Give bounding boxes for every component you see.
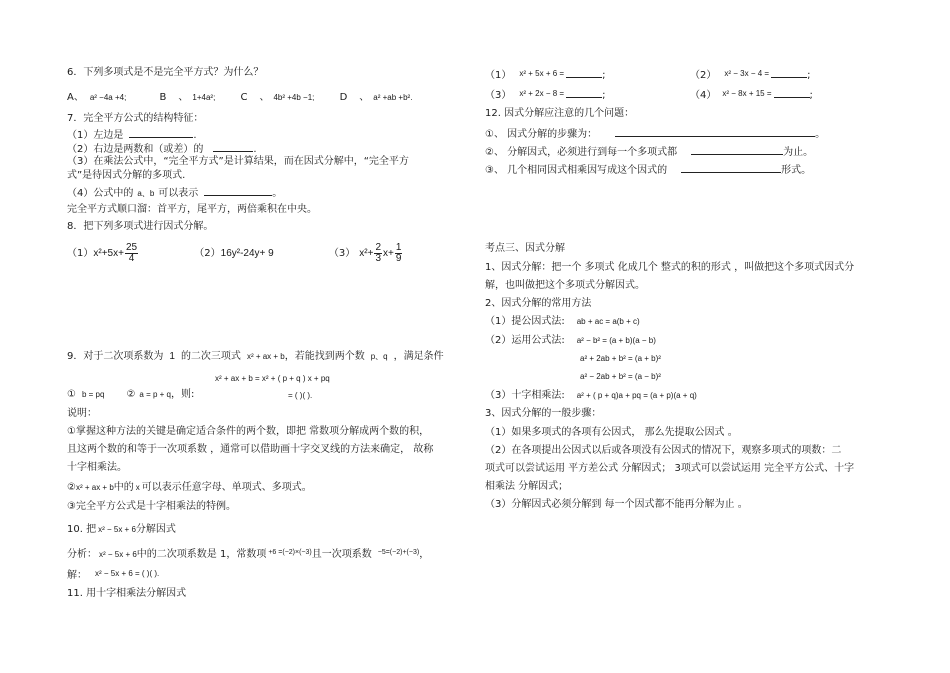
q9-title-expr: x² + ax + b <box>246 352 285 361</box>
q8-p3-label: （3） <box>328 248 356 259</box>
q6-option-c-sep: 、 <box>259 92 270 103</box>
q7-line4-mid: 可以表示 <box>158 188 199 199</box>
q8-problems <box>67 241 403 267</box>
q8-p1-expr: x²+5x+ <box>93 248 124 259</box>
k3-def1: 1、因式分解：把一个 多项式 化成几个 整式的积的形式 ，叫做把这个多项式因式分 <box>485 262 855 273</box>
q12-item2-text: ②、 分解因式，必须进行到每一个多项式都 <box>485 147 678 158</box>
k3-step2b: 项式可以尝试运用 平方差公式 分解因式； 3项式可以尝试运用 完全平方公式、十字 <box>485 463 855 474</box>
q9-note4-expr: x² + ax + b <box>75 483 114 492</box>
q11-title: 11. 用十字相乘法分解因式 <box>67 588 187 599</box>
q7-line1-text: （1）左边是 <box>67 130 124 141</box>
q9-note4-c: 可以表示任意字母、单项式、多项式。 <box>141 482 312 493</box>
q10-analysis-f: ， <box>419 549 430 560</box>
q8-p3-denominator2: 9 <box>395 252 402 264</box>
q7-line1 <box>67 127 197 142</box>
q8-p3-expr-b: x+ <box>383 248 394 259</box>
q8-p1-fraction <box>125 243 138 264</box>
q9-title-a: 9．对于二次项系数为 <box>67 351 164 362</box>
q12-title: 12. 因式分解应注意的几个问题： <box>485 108 635 119</box>
q10-title-a: 10. 把 <box>67 524 97 535</box>
k3-method2-expr2: a² + 2ab + b² = (a + b)² <box>580 354 661 363</box>
k3-step2c: 相乘法 分解因式； <box>485 481 569 492</box>
q7-line2-blank[interactable] <box>213 141 253 152</box>
q6-option-a-expr: a² −4a +4; <box>89 93 127 102</box>
q11-item-3-blank[interactable] <box>566 87 602 98</box>
q11-item-3 <box>485 87 605 102</box>
q8-p2-label: （2） <box>194 248 221 259</box>
q7-line4-vars: a、b <box>137 189 155 198</box>
q6-option-c-label: C <box>240 92 248 103</box>
q8-p3-numerator2: 1 <box>395 241 402 253</box>
q8-p3-numerator: 2 <box>375 241 382 253</box>
k3-method2-label: （2）运用公式法: <box>485 335 565 346</box>
q10-analysis-c: +6 =(−2)×(−3) <box>268 549 312 556</box>
q10-solution-label: 解： <box>67 570 87 581</box>
q11-item-4-label: （4） <box>690 90 717 101</box>
q8-p3-expr-a: x²+ <box>359 248 374 259</box>
q6-option-c-expr: 4b² +4b −1; <box>273 93 315 102</box>
q6-option-b-expr: 1+4a²; <box>192 93 216 102</box>
q7-line3a: （3）在乘法公式中，“完全平方式”是计算结果，而在因式分解中，“完全平方 <box>67 156 409 167</box>
q11-item-1-expr: x² + 5x + 6 = <box>519 69 565 78</box>
q9-identity: x² + ax + b = x² + ( p + q ) x + pq <box>215 374 330 383</box>
q8-p3-fraction2 <box>395 243 403 264</box>
q11-item-2-label: （2） <box>690 70 717 81</box>
q6-option-d-label: D <box>339 92 348 103</box>
k3-method2-expr1: a² − b² = (a + b)(a − b) <box>576 336 656 345</box>
q9-note4-mark: ② <box>67 482 76 493</box>
k3-step1: （1）如果多项式的各项有公因式， 那么先提取公因式 。 <box>485 427 738 438</box>
q10-analysis-e: −5=(−2)+(−3) <box>377 549 420 556</box>
q10-solution <box>67 567 159 582</box>
q7-line2-end: . <box>253 144 257 155</box>
q7-line4-blank[interactable] <box>204 185 272 196</box>
k3-method1-expr: ab + ac = a(b + c) <box>576 317 640 326</box>
q9-title-c: ，若能找到两个数 <box>284 351 365 362</box>
k3-title: 考点三、因式分解 <box>485 243 565 254</box>
k3-step3: （3）分解因式必须分解到 每一个因式都不能再分解为止 。 <box>485 499 748 510</box>
k3-method2-expr3: a² − 2ab + b² = (a − b)² <box>580 372 661 381</box>
q7-line4-end: 。 <box>272 188 283 199</box>
q7-title: 7．完全平方公式的结构特征： <box>67 113 204 124</box>
q11-item-4-end: ; <box>809 90 813 101</box>
q8-p2-expr: 16y²-24y+ 9 <box>220 248 274 259</box>
q12-item3-end: 形式。 <box>781 165 812 176</box>
q10-title-expr: x² − 5x + 6 <box>98 525 136 534</box>
q11-item-1-label: （1） <box>485 70 512 81</box>
q11-item-4-blank[interactable] <box>774 87 810 98</box>
k3-steps-title: 3、因式分解的一般步骤： <box>485 408 602 419</box>
q9-note4 <box>67 481 312 494</box>
q9-title-pq: p、q <box>370 352 388 361</box>
q9-cond2: a = p + q <box>139 390 171 399</box>
q9-note4-b: 中的 <box>113 482 134 493</box>
q11-item-3-end: ; <box>602 90 606 101</box>
q9-note-title: 说明： <box>67 408 97 419</box>
q6-title: 6．下列多项式是不是完全平方式？为什么？ <box>67 67 264 78</box>
q7-tip: 完全平方式顺口溜：首平方，尾平方，两倍乘积在中央。 <box>67 204 317 215</box>
q8-p3-fraction <box>374 243 382 264</box>
q10-title-b: 分解因式 <box>135 524 176 535</box>
q9-note2: 且这两个数的和等于一次项系数 ，通常可以借助画十字交叉线的方法来确定， 故称 <box>67 444 434 455</box>
q12-item2 <box>485 144 813 159</box>
q7-line1-blank[interactable] <box>129 127 193 138</box>
q9-cond-end: ，则: <box>171 389 195 400</box>
q9-title-one: 1 <box>169 351 175 362</box>
q6-options <box>67 91 412 104</box>
q10-title <box>67 523 176 536</box>
q7-line3b: 式”是待因式分解的多项式. <box>67 170 186 181</box>
q8-p1-denominator: 4 <box>128 252 135 264</box>
q12-item1-end: 。 <box>815 129 826 140</box>
q12-item3-blank[interactable] <box>681 162 781 173</box>
q8-p1-numerator: 25 <box>125 241 138 253</box>
q7-line2 <box>67 141 257 156</box>
q8-p1-label: （1） <box>67 248 94 259</box>
q9-conditions <box>67 388 194 401</box>
k3-def2: 解，也叫做把这个多项式分解因式。 <box>485 280 645 291</box>
k3-method1-label: （1）提公因式法: <box>485 316 565 327</box>
q7-line2-text: （2）右边是两数和（或差）的 <box>67 144 204 155</box>
q6-option-a-label: A、 <box>67 92 84 103</box>
q10-analysis <box>67 546 429 561</box>
q11-item-1-end: ; <box>602 70 606 81</box>
q11-item-3-label: （3） <box>485 90 512 101</box>
q9-cond1-mark: ① <box>67 389 76 400</box>
q8-title: 8．把下列多项式进行因式分解。 <box>67 221 214 232</box>
q9-cond1: b = pq <box>81 390 105 399</box>
q9-cond2-mark: ② <box>126 389 136 400</box>
q8-p3-denominator: 3 <box>375 252 382 264</box>
q11-item-4 <box>690 87 813 102</box>
q7-line4-text: （4）公式中的 <box>67 188 134 199</box>
q6-option-b-label: B <box>159 92 167 103</box>
q9-note5: ③完全平方公式是十字相乘法的特例。 <box>67 501 236 512</box>
q10-solution-expr: x² − 5x + 6 = ( )( ). <box>95 569 160 578</box>
q6-option-d-sep: 、 <box>359 92 370 103</box>
q7-line4 <box>67 185 282 200</box>
q10-analysis-a: 分析： <box>67 549 97 560</box>
k3-method1 <box>485 315 640 328</box>
q11-item-2-blank[interactable] <box>771 67 807 78</box>
q12-item2-blank[interactable] <box>691 144 783 155</box>
q12-item2-end: 为止。 <box>783 147 814 158</box>
k3-step2a: （2）在各项提出公因式以后或各项没有公因式的情况下，观察多项式的项数：二 <box>485 445 842 456</box>
q9-note3: 十字相乘法。 <box>67 462 127 473</box>
q10-analysis-b: 中的二次项系数是 1，常数项 <box>136 549 267 560</box>
q10-analysis-expr: x² − 5x + 6 <box>99 550 137 559</box>
k3-methods-title: 2、因式分解的常用方法 <box>485 298 592 309</box>
q11-item-3-expr: x² + 2x − 8 = <box>519 89 565 98</box>
q12-item1-text: ①、 因式分解的步骤为： <box>485 129 598 140</box>
q12-item3-text: ③、 几个相同因式相乘因写成这个因式的 <box>485 165 668 176</box>
q9-identity-right: = ( )( ). <box>288 391 313 400</box>
q12-item3 <box>485 162 811 177</box>
q11-item-1 <box>485 67 605 82</box>
q11-item-2 <box>690 67 810 82</box>
q12-item1-blank[interactable] <box>615 126 815 137</box>
q11-item-2-end: ; <box>807 70 811 81</box>
q7-line1-end: . <box>193 130 197 141</box>
q11-item-4-expr: x² − 8x + 15 = <box>722 89 772 98</box>
q9-note1: ①掌握这种方法的关键是确定适合条件的两个数，即把 常数项分解成两个数的积， <box>67 426 430 437</box>
k3-method3-expr: a² + ( p + q)a + pq = (a + p)(a + q) <box>576 391 697 400</box>
q11-item-2-expr: x² − 3x − 4 = <box>724 69 770 78</box>
q9-note4-x: x <box>135 483 140 492</box>
k3-method2 <box>485 334 656 347</box>
q6-option-d-expr: a² +ab +b². <box>373 93 413 102</box>
q9-title-d: ，满足条件 <box>393 351 444 362</box>
k3-method3 <box>485 389 697 402</box>
q10-analysis-d: 且一次项系数 <box>311 549 372 560</box>
q12-item1 <box>485 126 825 141</box>
q9-title-b: 的二次三项式 <box>180 351 241 362</box>
q6-option-b-sep: 、 <box>178 92 189 103</box>
q9-title <box>67 350 444 363</box>
q11-item-1-blank[interactable] <box>566 67 602 78</box>
k3-method3-label: （3）十字相乘法: <box>485 390 565 401</box>
